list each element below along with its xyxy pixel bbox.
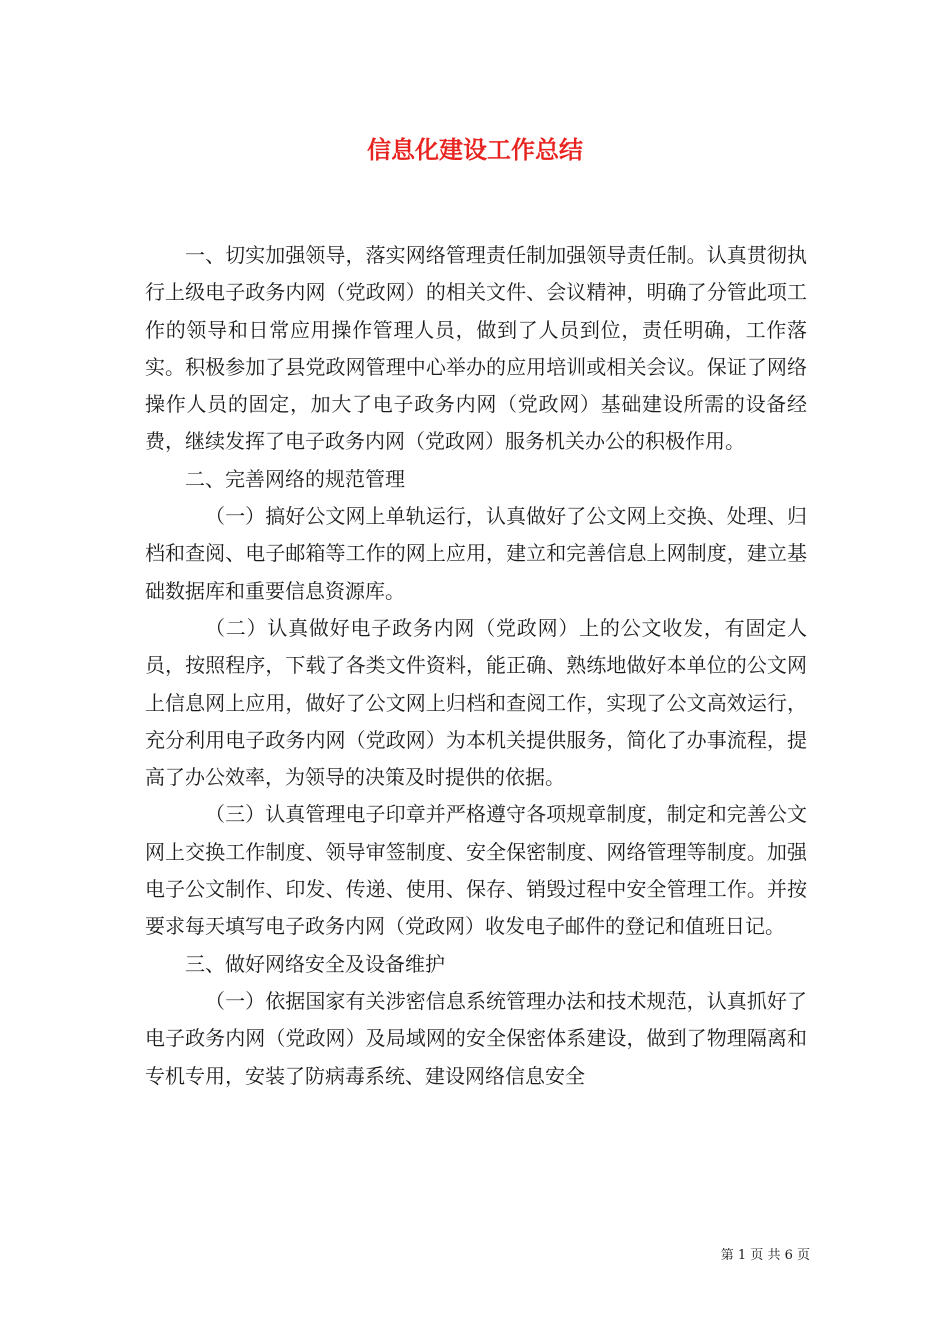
paragraph-section-2-item-3: （三）认真管理电子印章并严格遵守各项规章制度，制定和完善公文网上交换工作制度、领导审签制度、安全保密制度、网络管理等制度。加强电子公文制作、印发、传递、使用、保存、销毁过程中安全管理工作。并按要求每天填写电子政务内网（党政网）收发电子邮件的登记和值班日记。: [145, 802, 807, 939]
paragraph-section-1: 一、切实加强领导，落实网络管理责任制加强领导责任制。认真贯彻执行上级电子政务内网（党政网）的相关文件、会议精神，明确了分管此项工作的领导和日常应用操作管理人员，做到了人员到位，责任明确，工作落实。积极参加了县党政网管理中心举办的应用培训或相关会议。保证了网络操作人员的固定，加大了电子政务内网（党政网）基础建设所需的设备经费，继续发挥了电子政务内网（党政网）服务机关办公的积极作用。: [145, 243, 807, 454]
document-title: 信息化建设工作总结: [367, 135, 583, 164]
page-number-footer: 第 1 页 共 6 页: [720, 1248, 810, 1263]
paragraph-section-3-item-1: （一）依据国家有关涉密信息系统管理办法和技术规范，认真抓好了电子政务内网（党政网）及局域网的安全保密体系建设，做到了物理隔离和专机专用，安装了防病毒系统、建设网络信息安全: [145, 988, 807, 1088]
heading-section-3: 三、做好网络安全及设备维护: [185, 951, 445, 976]
heading-section-2: 二、完善网络的规范管理: [185, 466, 405, 491]
paragraph-section-2-item-2: （二）认真做好电子政务内网（党政网）上的公文收发，有固定人员，按照程序，下载了各类文件资料，能正确、熟练地做好本单位的公文网上信息网上应用，做好了公文网上归档和查阅工作，实现了公文高效运行，充分利用电子政务内网（党政网）为本机关提供服务，简化了办事流程，提高了办公效率，为领导的决策及时提供的依据。: [145, 615, 807, 790]
document-body: [145, 237, 807, 1095]
paragraph-section-2-item-1: （一）搞好公文网上单轨运行，认真做好了公文网上交换、处理、归档和查阅、电子邮箱等工作的网上应用，建立和完善信息上网制度，建立基础数据库和重要信息资源库。: [145, 504, 807, 603]
